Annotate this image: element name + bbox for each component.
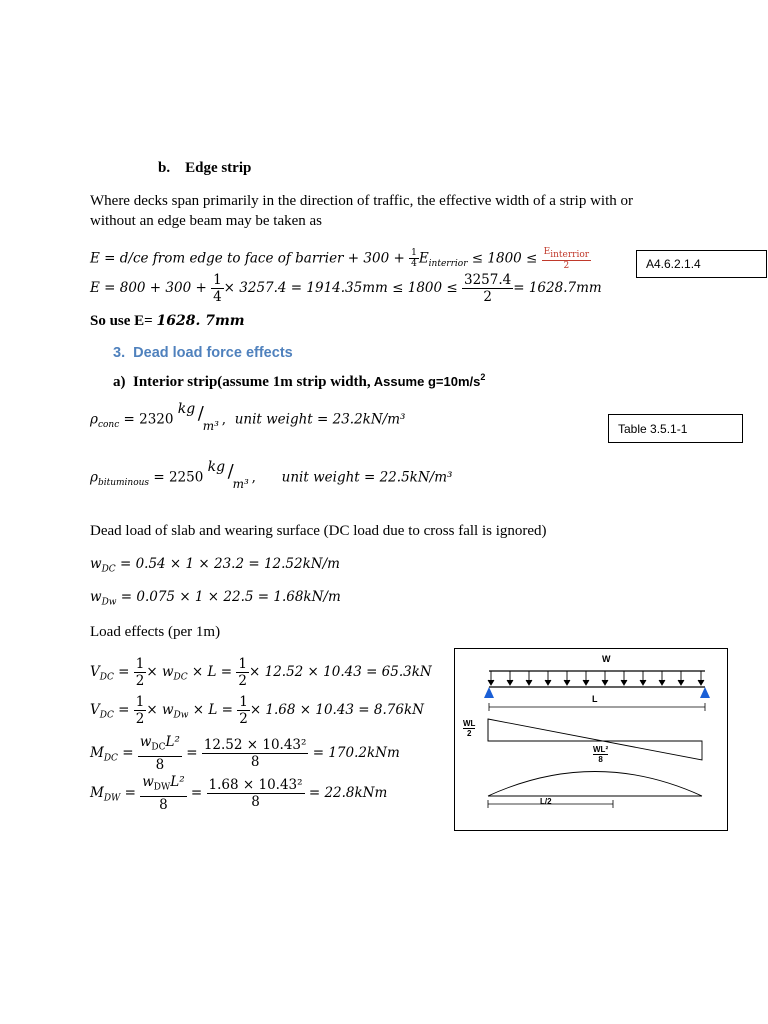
rho-conc-unit-weight: unit weight = 23.2kN/m³ [234, 411, 406, 428]
eq1-red-den: 2 [563, 260, 570, 271]
eq1-red-fraction [542, 247, 591, 271]
para-line-2: without an edge beam may be taken as [90, 213, 323, 229]
vdc1-symbol: V [90, 664, 100, 680]
section-3-label: 3. [113, 345, 126, 361]
rho-bit-sub: bituminous [97, 478, 150, 489]
mdc-f1n: w [139, 734, 152, 750]
rho-conc-eq: = 2320 [119, 411, 174, 428]
vdc2-symbol: V [90, 702, 100, 718]
eq1-red-num: E [543, 247, 551, 257]
eq1-fraction [409, 248, 419, 269]
vdc2-d: × 1.68 × 10.43 = 8.76kN [249, 702, 424, 718]
moment-label [593, 745, 608, 764]
vdc2-a: = [113, 702, 134, 718]
vdc1-c: × L = [187, 664, 237, 680]
eq2-mid: × 3257.4 = 1914.35mm ≤ 1800 ≤ [223, 280, 462, 296]
mdw-equation [90, 774, 387, 813]
mdc-c: = 170.2kNm [308, 744, 400, 761]
rho-concrete-equation [90, 401, 406, 433]
span-label: L [592, 694, 598, 704]
wdc-sub: DC [101, 564, 116, 575]
vdc2-f1d: 2 [135, 711, 145, 727]
wdc-eq: = 0.54 × 1 × 23.2 = 12.52kN/m [115, 556, 340, 572]
eq1-red-num-sub: interrior [550, 249, 590, 260]
eq1-compare: ≤ 1800 ≤ [467, 250, 542, 267]
rho-bit-sep: , [251, 469, 256, 486]
vdc2-f2d: 2 [239, 711, 248, 727]
reference-a4-text: A4.6.2.1.4 [646, 257, 701, 271]
beam-diagram-svg [455, 649, 726, 829]
load-effects-heading: Load effects (per 1m) [90, 624, 221, 640]
eq2-frac-num: 1 [213, 272, 222, 288]
rho-conc-sep: , [221, 411, 227, 428]
eq2-frac-den: 4 [213, 289, 222, 305]
mdw-c: = 22.8kNm [304, 784, 388, 801]
beam-diagram [454, 648, 728, 831]
section-a-heading [113, 367, 485, 392]
mdc-frac1 [138, 734, 182, 773]
section-b-title: Edge strip [185, 160, 252, 176]
dead-load-description: Dead load of slab and wearing surface (DC load due to cross fall is ignored) [90, 523, 547, 539]
rho-bit-unit-weight: unit weight = 22.5kN/m³ [281, 469, 453, 486]
equation-effective-width [90, 247, 591, 271]
so-use-line [90, 311, 245, 331]
mdc-f1n-sub: DC [151, 742, 166, 753]
vdc1-b-sub: DC [173, 672, 188, 683]
mdc-f2d: 8 [250, 753, 260, 770]
eq2-lhs: E = 800 + 300 + [90, 280, 212, 296]
mdw-b: = [186, 784, 207, 801]
vdc1-f2d: 2 [238, 673, 247, 689]
wdw-sub: Dw [101, 597, 117, 608]
mdw-f2d: 8 [251, 793, 260, 810]
right-support-icon [700, 687, 710, 698]
eq2-fraction [211, 272, 224, 305]
section-a-sup: 2 [480, 372, 486, 382]
mdc-f1n-rest: L² [165, 734, 180, 750]
mdc-f1d: 8 [155, 756, 165, 773]
vdc-equation-1 [90, 656, 432, 689]
vdc1-frac2 [236, 656, 249, 689]
reference-box-table [608, 414, 743, 443]
mdw-f1n: w [142, 774, 154, 790]
shear-label-num: WL [463, 719, 476, 728]
load-label: W [602, 654, 611, 664]
mdc-frac2 [202, 737, 309, 770]
vdc2-f1n: 1 [135, 694, 145, 710]
para-line-1: Where decks span primarily in the direction of traffic, the effective width of a strip with or [90, 193, 634, 209]
moment-label-den: 8 [598, 755, 603, 764]
eq2-frac2-num: 3257.4 [463, 272, 512, 288]
moment-label-num: WL² [593, 745, 609, 754]
vdc1-a: = [113, 664, 134, 680]
eq1-lhs: E = d/ce from edge to face of barrier + 300 + [90, 250, 410, 267]
eq1-frac-num: 1 [411, 248, 417, 259]
vdc2-c: × L = [188, 702, 238, 718]
shear-label [463, 719, 475, 738]
mdw-f1d: 8 [159, 796, 168, 813]
so-use-text: So use E= [90, 313, 157, 329]
section-b-label: b. [158, 160, 171, 176]
vdc2-sub: DC [99, 710, 114, 721]
mdw-a: = [120, 784, 141, 801]
rho-conc-unit-num: kg [177, 401, 196, 417]
mdw-frac2 [207, 777, 305, 810]
mdw-f1n-rest: L² [170, 774, 185, 790]
rho-conc-sub: conc [97, 420, 120, 431]
eq1-e: E [418, 250, 429, 267]
mdc-equation [90, 734, 400, 773]
vdc2-b-sub: Dw [173, 710, 189, 721]
wdw-equation [90, 589, 341, 608]
vdc2-b: × w [146, 702, 174, 718]
vdc1-f2n: 1 [238, 656, 247, 672]
vdc1-sub: DC [99, 672, 114, 683]
rho-bit-eq: = 2250 [149, 469, 204, 486]
rho-bit-unit-den: m³ [232, 477, 249, 491]
mdw-f1n-sub: DW [153, 782, 171, 793]
section-a-title: Interior strip(assume 1m strip width, [133, 374, 371, 390]
left-support-icon [484, 687, 494, 698]
rho-conc-unit-den: m³ [202, 419, 219, 433]
wdw-symbol: w [90, 589, 102, 605]
vdc1-frac1 [134, 656, 147, 689]
rho-conc-symbol: ρ [90, 411, 98, 428]
vdc1-d: × 12.52 × 10.43 = 65.3kN [249, 664, 432, 680]
reference-box-a4 [636, 250, 767, 278]
mdc-f2n: 12.52 × 10.43² [203, 736, 307, 753]
half-span-label: L/2 [540, 797, 552, 806]
vdc1-f1d: 2 [135, 673, 145, 689]
mdw-sub: DW [103, 793, 121, 804]
section-a-assume: Assume g=10m/s [370, 374, 481, 389]
eq2-fraction-2 [462, 272, 513, 305]
vdc2-f2n: 1 [239, 694, 248, 710]
eq1-frac-den: 4 [411, 259, 417, 270]
equation-effective-width-values [90, 272, 602, 305]
mdc-sub: DC [103, 753, 118, 764]
reference-table-text: Table 3.5.1-1 [618, 421, 688, 436]
rho-bit-unit-num: kg [207, 459, 226, 475]
eq2-rhs: = 1628.7mm [513, 280, 602, 296]
mdc-a: = [117, 744, 138, 761]
wdw-eq: = 0.075 × 1 × 22.5 = 1.68kN/m [116, 589, 341, 605]
vdc1-b: × w [146, 664, 174, 680]
moment-diagram [488, 772, 702, 797]
section-3-heading [113, 345, 293, 361]
rho-conc-unit: kg / m³ [177, 401, 219, 433]
rho-bit-symbol: ρ [90, 469, 98, 486]
mdc-symbol: M [90, 744, 104, 761]
section-3-title: Dead load force effects [133, 345, 293, 361]
eq2-frac2-den: 2 [483, 289, 492, 305]
rho-bit-unit: kg / m³ [207, 459, 249, 491]
vdc2-frac1 [134, 694, 147, 727]
mdw-symbol: M [90, 784, 104, 801]
mdw-f2n: 1.68 × 10.43² [208, 776, 303, 793]
eq1-e-sub: interrior [428, 259, 468, 270]
mdw-frac1 [140, 774, 186, 813]
distributed-load-arrows [488, 671, 704, 685]
wdc-symbol: w [90, 556, 102, 572]
vdc1-f1n: 1 [135, 656, 145, 672]
wdc-equation [90, 556, 340, 575]
shear-label-den: 2 [466, 729, 472, 738]
so-use-value: 1628. 7mm [156, 313, 245, 329]
section-a-label: a) [113, 374, 126, 390]
section-b-heading [158, 158, 251, 178]
rho-bituminous-equation [90, 459, 453, 491]
mdc-b: = [181, 744, 202, 761]
vdc-equation-2 [90, 694, 424, 727]
vdc2-frac2 [237, 694, 250, 727]
